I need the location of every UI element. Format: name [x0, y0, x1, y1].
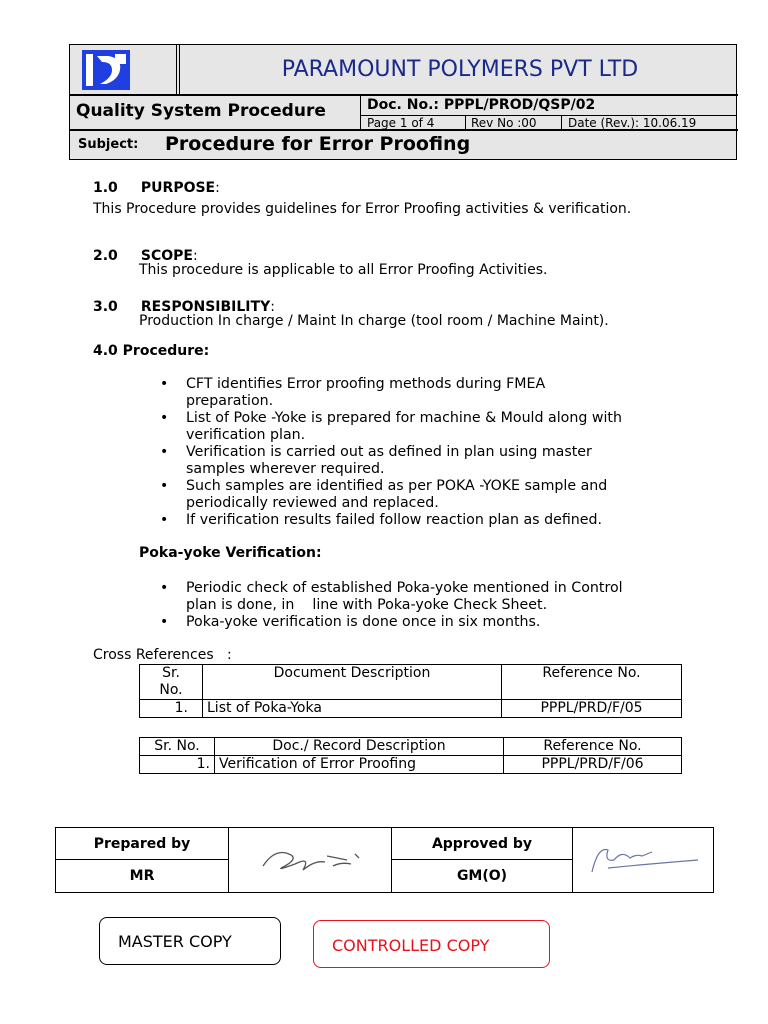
section-purpose-heading: 1.0 PURPOSE:: [93, 180, 220, 196]
signature-approved: [578, 836, 708, 880]
logo-cell: [70, 45, 180, 95]
list-item: • Poka-yoke verification is done once in six months.: [160, 614, 720, 631]
controlled-copy-stamp: CONTROLLED COPY: [313, 920, 550, 968]
revision-number: Rev No :00: [471, 116, 537, 130]
header-sr-no: Sr. No.: [140, 738, 215, 756]
cross-reference-table-1: [139, 664, 682, 718]
qsp-label: Quality System Procedure: [76, 101, 326, 121]
doc-number: Doc. No.: PPPL/PROD/QSP/02: [360, 95, 736, 115]
section-responsibility-heading: 3.0 RESPONSIBILITY:: [93, 299, 275, 315]
approved-by-value: GM(O): [392, 860, 573, 893]
revision-row: [360, 115, 736, 131]
list-item: • List of Poke -Yoke is prepared for machine & Mould along with verification plan.: [160, 410, 720, 444]
signature-prepared: [255, 836, 365, 880]
approved-by-label: Approved by: [392, 828, 573, 860]
pokayoke-list: [160, 580, 720, 631]
section-scope-heading: 2.0 SCOPE:: [93, 248, 198, 264]
revision-date: Date (Rev.): 10.06.19: [568, 116, 697, 130]
procedure-list: [160, 376, 720, 529]
prepared-by-label: Prepared by: [56, 828, 229, 860]
header-reference: Reference No.: [504, 738, 682, 756]
document-header: [69, 44, 737, 160]
subject-title: Procedure for Error Proofing: [165, 133, 471, 155]
prepared-by-value: MR: [56, 860, 229, 893]
master-copy-stamp: MASTER COPY: [99, 917, 281, 965]
company-logo-icon: [82, 50, 130, 90]
page-indicator: Page 1 of 4: [367, 116, 435, 130]
approved-signature-cell: [573, 828, 714, 893]
header-description: Doc./ Record Description: [215, 738, 504, 756]
table-header-row: [140, 738, 682, 756]
prepared-signature-cell: [229, 828, 392, 893]
subject-label: Subject:: [78, 137, 139, 152]
table-header-row: [140, 665, 682, 700]
list-item: • CFT identifies Error proofing methods during FMEA preparation.: [160, 376, 720, 410]
cross-references-label: Cross References :: [93, 647, 232, 663]
table-row: 1. List of Poka-Yoka PPPL/PRD/F/05: [140, 700, 682, 718]
pokayoke-heading: Poka-yoke Verification:: [139, 545, 322, 561]
signoff-table: [55, 827, 714, 893]
header-description: Document Description: [203, 665, 502, 700]
cross-reference-table-2: [139, 737, 682, 774]
section-procedure-heading: 4.0 Procedure:: [93, 343, 210, 359]
table-row: 1. Verification of Error Proofing PPPL/PRD/F/06: [140, 756, 682, 774]
header-reference: Reference No.: [502, 665, 682, 700]
list-item: • Such samples are identified as per POKA -YOKE sample and periodically reviewed and replaced.: [160, 478, 720, 512]
list-item: • If verification results failed follow reaction plan as defined.: [160, 512, 720, 529]
list-item: • Verification is carried out as defined in plan using master samples wherever required.: [160, 444, 720, 478]
section-scope-text: This procedure is applicable to all Error Proofing Activities.: [139, 262, 548, 278]
list-item: • Periodic check of established Poka-yoke mentioned in Control plan is done, in line with Poka-yoke Check Sheet.: [160, 580, 720, 614]
header-sr-no: Sr. No.: [140, 665, 203, 700]
section-responsibility-text: Production In charge / Maint In charge (tool room / Machine Maint).: [139, 313, 609, 329]
section-purpose-text: This Procedure provides guidelines for Error Proofing activities & verification.: [93, 201, 632, 217]
company-name: PARAMOUNT POLYMERS PVT LTD: [281, 57, 639, 82]
